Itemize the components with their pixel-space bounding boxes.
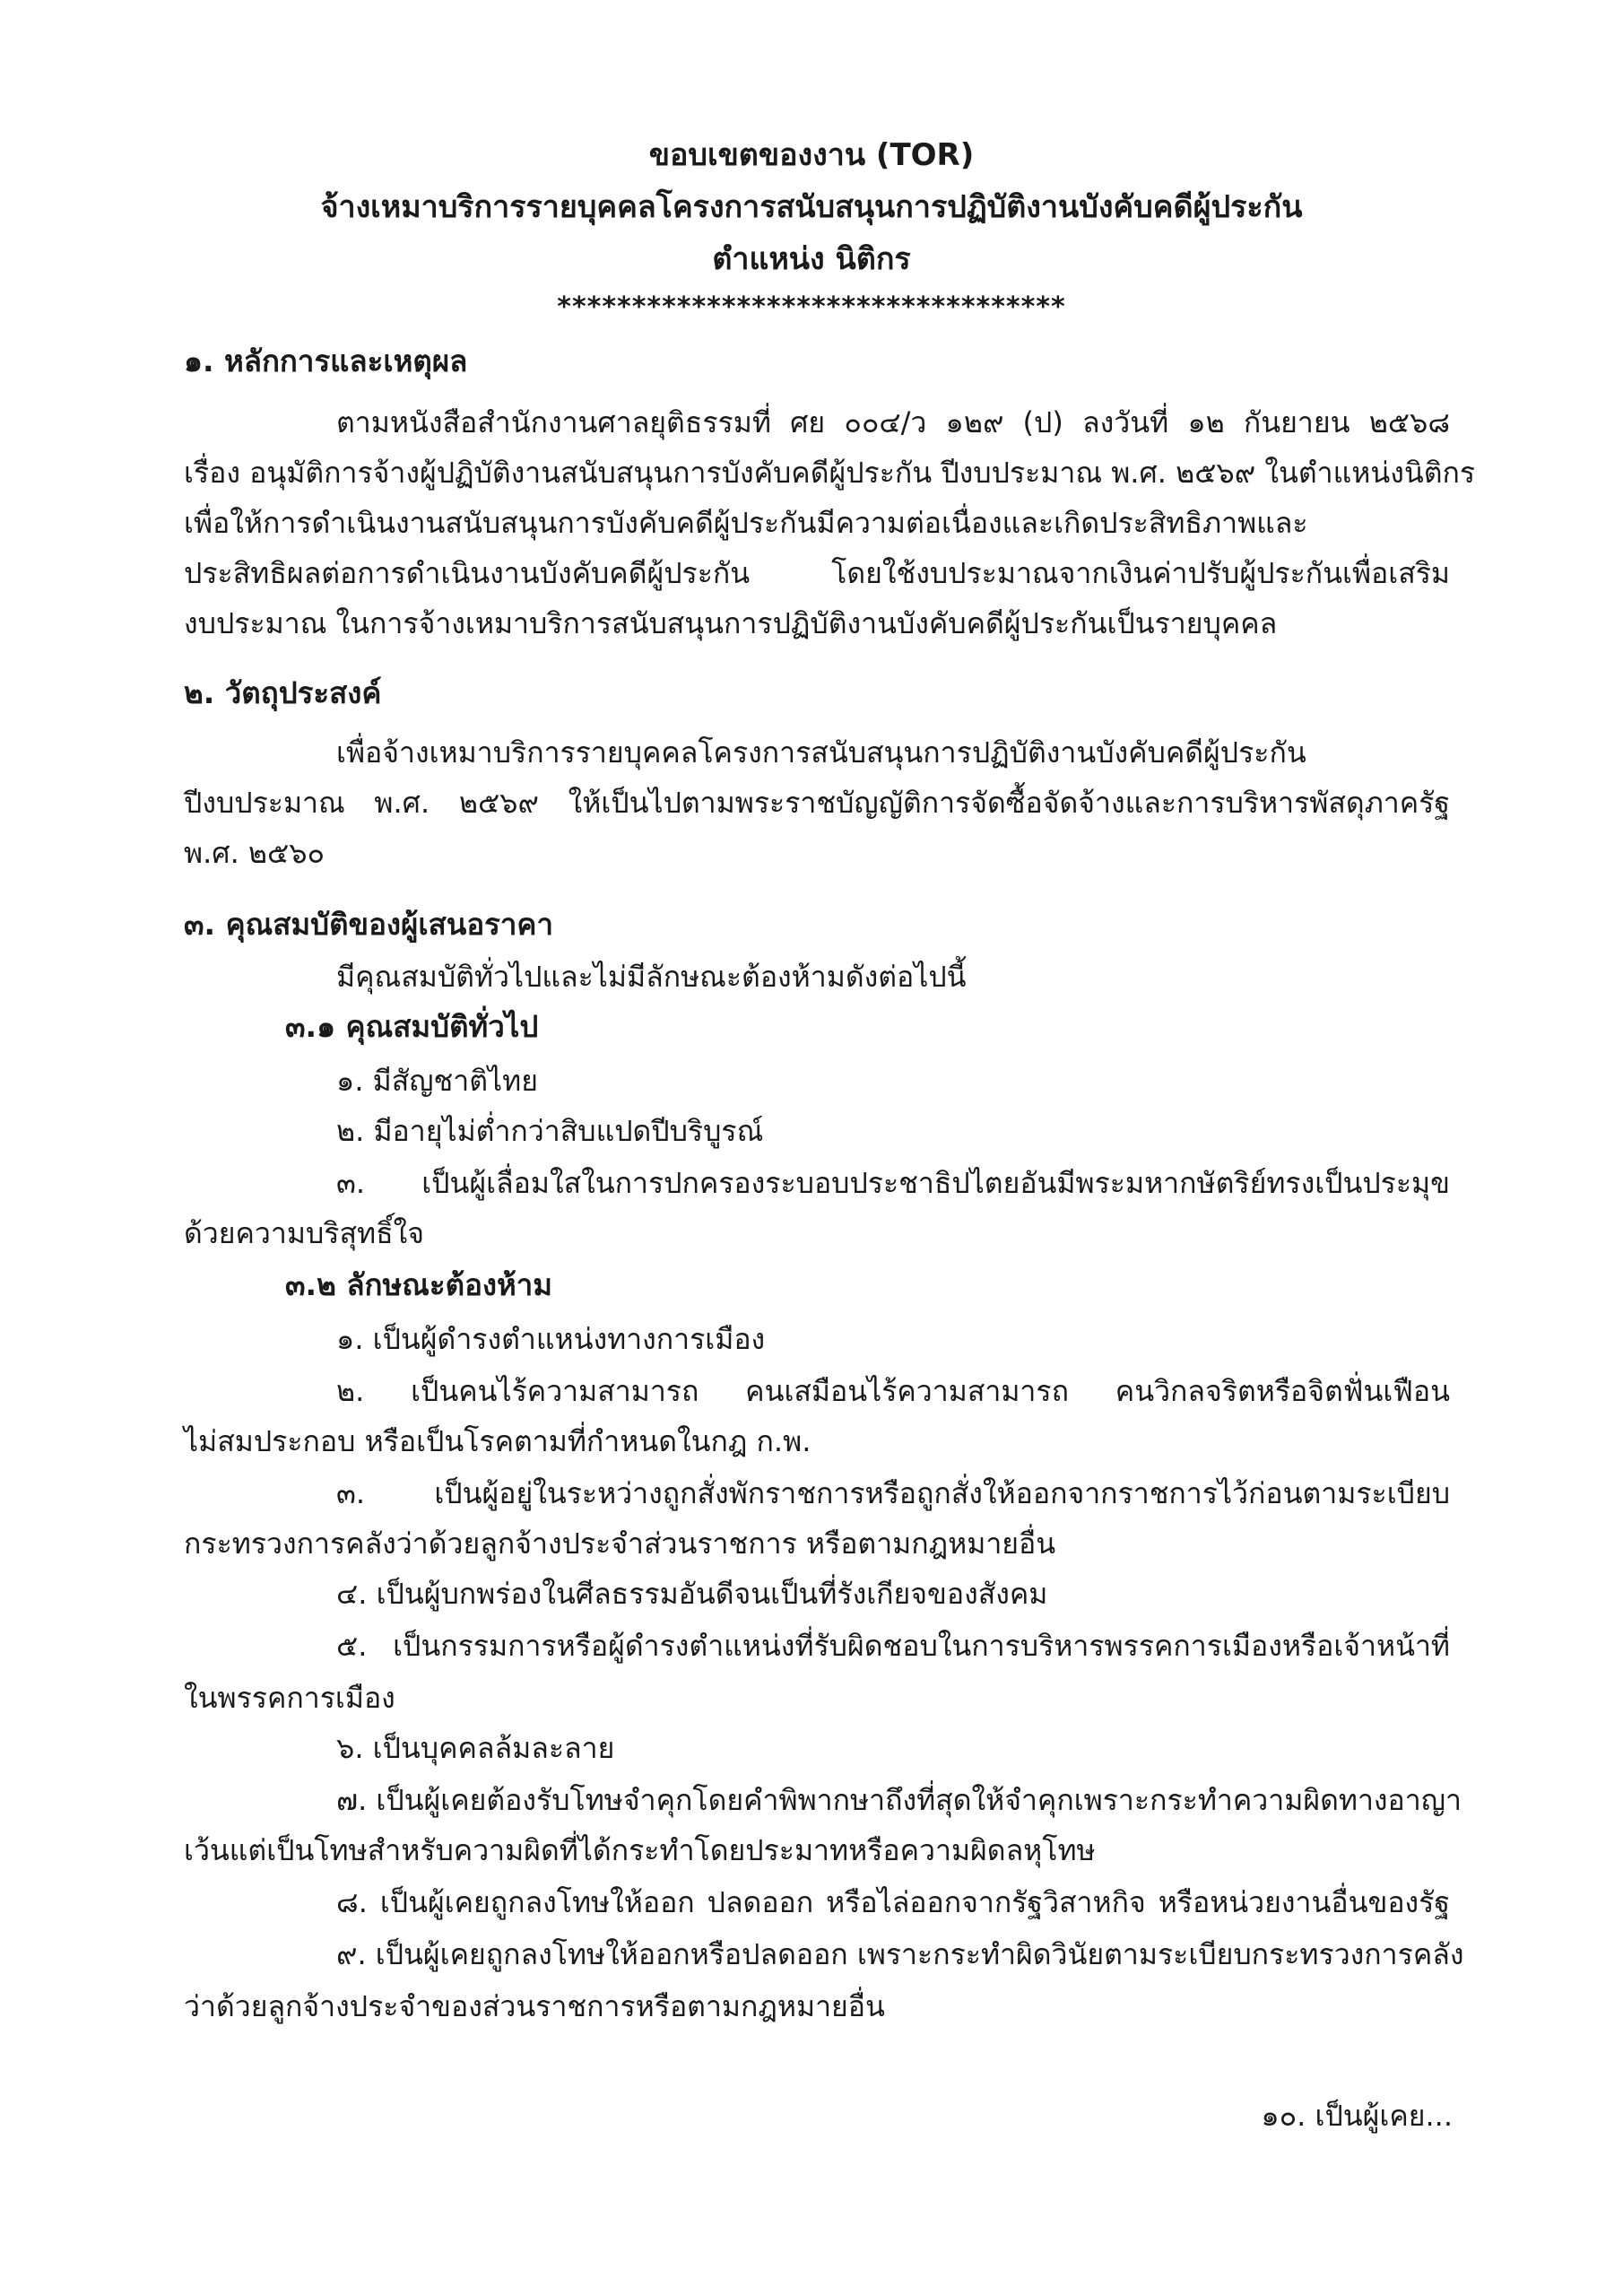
document-subtitle: จ้างเหมาบริการรายบุคคลโครงการสนับสนุนการปฏิบัติงานบังคับคดีผู้ประกัน	[320, 189, 1303, 225]
section1-heading: ๑. หลักการและเหตุผล	[184, 344, 468, 378]
list-item: ๒. เป็นคนไร้ความสามารถ คนเสมือนไร้ความสามารถ คนวิกลจริตหรือจิตฟั่นเฟือน	[336, 1374, 1450, 1408]
list-item: ๗. เป็นผู้เคยต้องรับโทษจำคุกโดยคำพิพากษาถึงที่สุดให้จำคุกเพราะกระทำความผิดทางอาญา	[336, 1783, 1462, 1817]
list-item-continuation: เว้นแต่เป็นโทษสำหรับความผิดที่ได้กระทำโดยประมาทหรือความผิดลหุโทษ	[184, 1833, 1096, 1867]
section3-intro: มีคุณสมบัติทั่วไปและไม่มีลักษณะต้องห้ามดังต่อไปนี้	[336, 960, 967, 994]
subsection-general-heading: ๓.๑ คุณสมบัติทั่วไป	[285, 1009, 539, 1044]
list-item-continuation: กระทรวงการคลังว่าด้วยลูกจ้างประจำส่วนราชการ หรือตามกฎหมายอื่น	[184, 1526, 1056, 1561]
section3-heading: ๓. คุณสมบัติของผู้เสนอราคา	[184, 907, 554, 942]
list-item-continuation: ด้วยความบริสุทธิ์ใจ	[184, 1216, 424, 1250]
list-item: ๖. เป็นบุคคลล้มละลาย	[336, 1731, 615, 1765]
list-item: ๘. เป็นผู้เคยถูกลงโทษให้ออก ปลดออก หรือไล่ออกจากรัฐวิสาหกิจ หรือหน่วยงานอื่นของรัฐ	[336, 1885, 1450, 1919]
separator-line: **********************************	[557, 291, 1066, 323]
section1-line: ประสิทธิผลต่อการดำเนินงานบังคับคดีผู้ประกัน โดยใช้งบประมาณจากเงินค่าปรับผู้ประกันเพื่อเสริม	[184, 556, 1450, 590]
list-item-continuation: ไม่สมประกอบ หรือเป็นโรคตามที่กำหนดในกฎ ก.พ.	[184, 1424, 812, 1458]
list-item: ๓. เป็นผู้อยู่ในระหว่างถูกสั่งพักราชการหรือถูกสั่งให้ออกจากราชการไว้ก่อนตามระเบียบ	[336, 1476, 1450, 1510]
position-title: ตำแหน่ง นิติกร	[712, 241, 911, 277]
list-item: ๒. มีอายุไม่ต่ำกว่าสิบแปดปีบริบูรณ์	[336, 1114, 764, 1148]
section1-line: เรื่อง อนุมัติการจ้างผู้ปฏิบัติงานสนับสนุนการบังคับคดีผู้ประกัน ปีงบประมาณ พ.ศ. ๒๕๖๙ ในตำแหน่งนิติกร	[184, 456, 1476, 490]
list-item: ๔. เป็นผู้บกพร่องในศีลธรรมอันดีจนเป็นที่รังเกียจของสังคม	[336, 1577, 1048, 1611]
list-item: ๕. เป็นกรรมการหรือผู้ดำรงตำแหน่งที่รับผิดชอบในการบริหารพรรคการเมืองหรือเจ้าหน้าที่	[336, 1629, 1450, 1663]
subsection-prohibited-heading: ๓.๒ ลักษณะต้องห้าม	[285, 1267, 553, 1302]
section1-line: เพื่อให้การดำเนินงานสนับสนุนการบังคับคดีผู้ประกันมีความต่อเนื่องและเกิดประสิทธิภาพและ	[184, 506, 1308, 540]
list-item: ๑. เป็นผู้ดำรงตำแหน่งทางการเมือง	[336, 1322, 766, 1356]
list-item-continuation: ว่าด้วยลูกจ้างประจำของส่วนราชการหรือตามกฎหมายอื่น	[184, 1989, 885, 2023]
section1-line: งบประมาณ ในการจ้างเหมาบริการสนับสนุนการปฏิบัติงานบังคับคดีผู้ประกันเป็นรายบุคคล	[184, 606, 1278, 640]
page-continuation-marker: ๑๐. เป็นผู้เคย...	[1261, 2099, 1453, 2133]
list-item: ๑. มีสัญชาติไทย	[336, 1064, 538, 1098]
section1-line: ตามหนังสือสำนักงานศาลยุติธรรมที่ ศย ๐๐๔/ว ๑๒๙ (ป) ลงวันที่ ๑๒ กันยายน ๒๕๖๘	[336, 405, 1450, 439]
list-item: ๙. เป็นผู้เคยถูกลงโทษให้ออกหรือปลดออก เพราะกระทำผิดวินัยตามระเบียบกระทรวงการคลัง	[336, 1937, 1464, 1971]
section2-heading: ๒. วัตถุประสงค์	[184, 675, 382, 710]
section2-line: เพื่อจ้างเหมาบริการรายบุคคลโครงการสนับสนุนการปฏิบัติงานบังคับคดีผู้ประกัน	[336, 735, 1306, 770]
section2-line: พ.ศ. ๒๕๖๐	[184, 836, 325, 870]
list-item-continuation: ในพรรคการเมือง	[184, 1681, 395, 1715]
list-item: ๓. เป็นผู้เลื่อมใสในการปกครองระบอบประชาธิปไตยอันมีพระมหากษัตริย์ทรงเป็นประมุข	[336, 1166, 1450, 1200]
section2-line: ปีงบประมาณ พ.ศ. ๒๕๖๙ ให้เป็นไปตามพระราชบัญญัติการจัดซื้อจัดจ้างและการบริหารพัสดุภาครัฐ	[184, 786, 1450, 820]
document-title: ขอบเขตของงาน (TOR)	[648, 137, 975, 173]
